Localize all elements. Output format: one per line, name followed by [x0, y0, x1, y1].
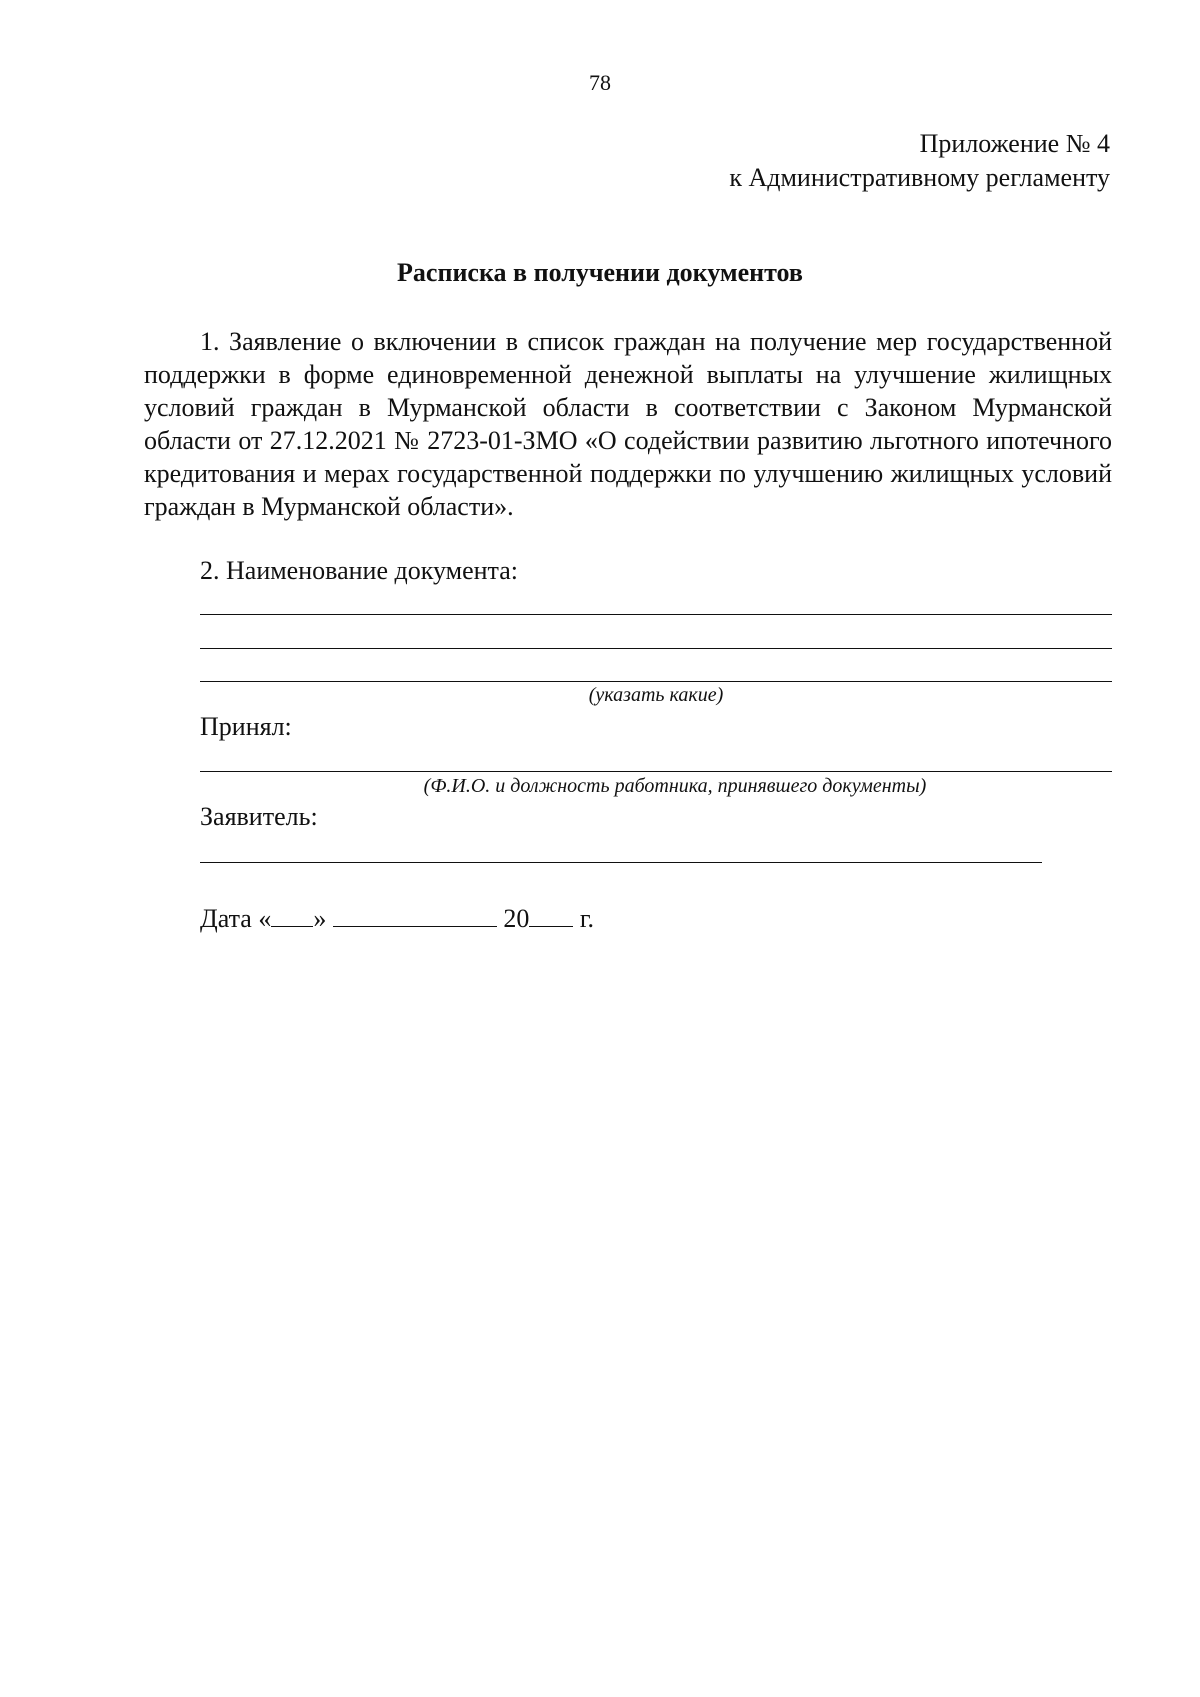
applicant-label: Заявитель: [200, 802, 318, 831]
document-title: Расписка в получении документов [397, 258, 803, 287]
documents-field-line-3[interactable] [200, 681, 1112, 682]
item-2-label: 2. Наименование документа: [200, 556, 518, 585]
appendix-line-1: Приложение № 4 [919, 129, 1110, 158]
date-prefix: Дата « [200, 904, 272, 933]
date-suffix: г. [579, 904, 595, 933]
date-row [200, 900, 594, 935]
item-1-paragraph: 1. Заявление о включении в список граждан на получение мер государственной поддержки в форме единовременной денежной выплаты на улучшение жилищных условий граждан в Мурманской области в соответствии с Законом Мурманской области от 27.12.2021 № 2723-01-ЗМО «О содействии развитию льготного ипотечного кредитования и мерах государственной поддержки по улучшению жилищных условий граждан в Мурманской области». [144, 327, 1112, 521]
accepted-field-line[interactable] [200, 771, 1112, 772]
date-day-field[interactable] [271, 900, 313, 927]
date-year-prefix: 20 [503, 904, 530, 933]
page-number: 78 [589, 70, 611, 95]
date-close-quote: » [313, 904, 327, 933]
appendix-header [729, 127, 1110, 195]
accepted-label: Принял: [200, 712, 292, 741]
date-year-field[interactable] [529, 900, 573, 927]
applicant-field-line[interactable] [200, 862, 1042, 863]
appendix-line-2: к Административному регламенту [729, 163, 1110, 192]
date-month-field[interactable] [333, 900, 497, 927]
documents-caption: (указать какие) [588, 684, 724, 706]
accepted-caption: (Ф.И.О. и должность работника, принявшего документы) [423, 775, 927, 797]
documents-field-line-2[interactable] [200, 648, 1112, 649]
documents-field-line-1[interactable] [200, 614, 1112, 615]
